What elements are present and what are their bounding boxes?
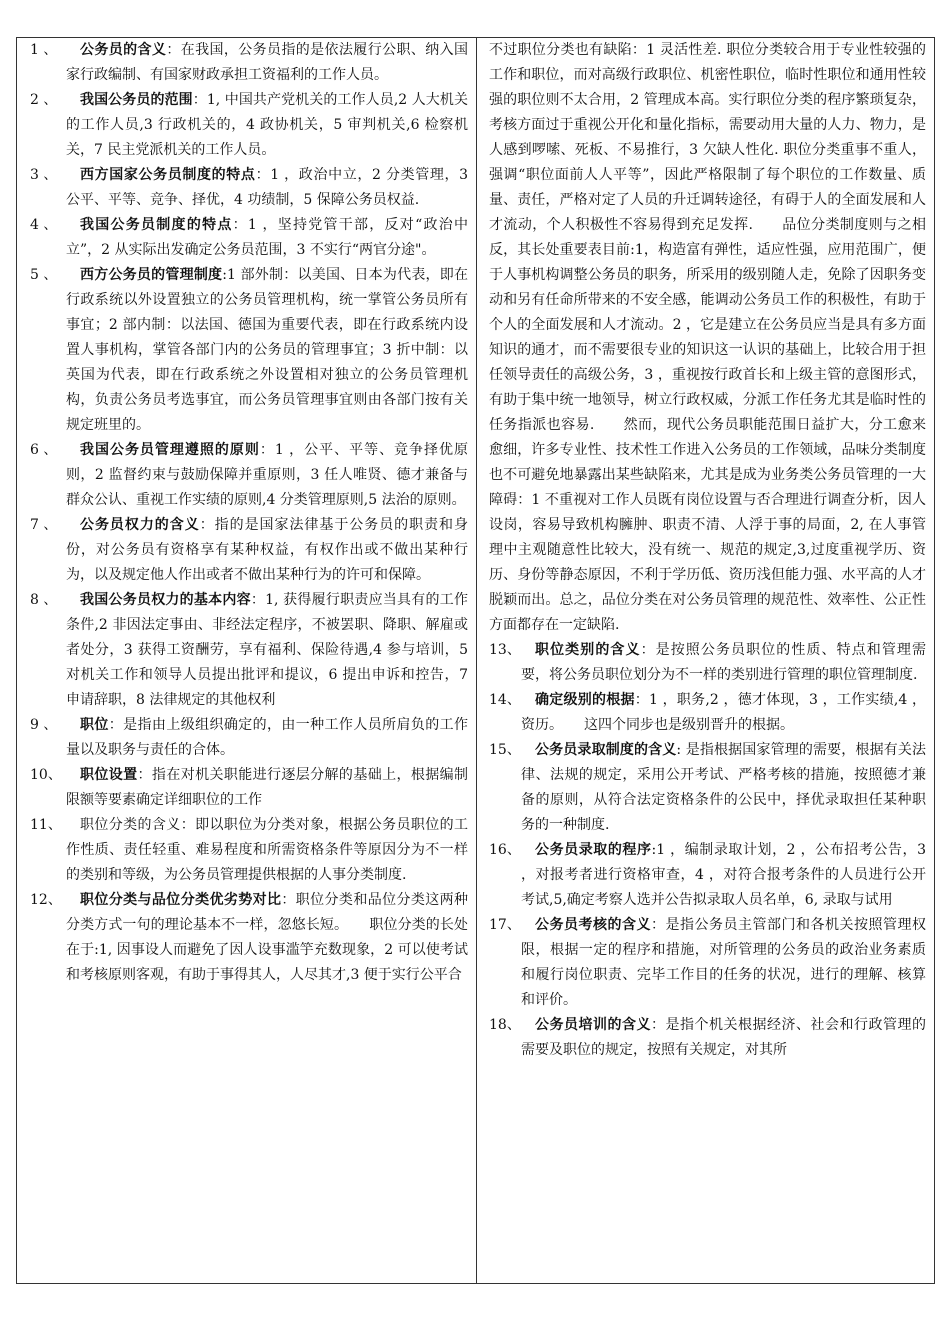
item-text: ：指的是国家法律基于公务员的职责和身份，对公务员有资格享有某种权益，有权作出或不做出某种行为，以及规定他人作出或者不做出某种行为的许可和保障。 — [66, 517, 469, 583]
list-item-5 — [30, 263, 468, 438]
list-item-18 — [489, 1013, 926, 1063]
item-text: ：1 ，坚持党管干部，反对“政治中立”，2 从实际出发确定公务员范围，3 不实行“两官分途"。 — [66, 217, 468, 258]
item-number: 15、 — [489, 742, 521, 758]
item-text: 职位分类的含义：即以职位为分类对象，根据公务员职位的工作性质、责任轻重、难易程度和所需资格条件等原因分为不一样的类别和等级，为公务员管理提供根据的人事分类制度. — [66, 817, 468, 883]
item-term: 公务员录取的程序 — [535, 842, 652, 858]
item-text: ：是指个机关根据经济、社会和行政管理的需要及职位的规定，按照有关规定，对其所 — [521, 1017, 926, 1058]
list-item-2 — [30, 88, 468, 163]
item-term: 西方国家公务员制度的特点 — [80, 167, 256, 183]
list-item-3 — [30, 163, 468, 213]
item-text: ：在我国，公务员指的是依法履行公职、纳入国家行政编制、有国家财政承担工资福利的工作人员。 — [66, 42, 469, 83]
item-text: : 是指根据国家管理的需要，根据有关法律、法规的规定，采用公开考试、严格考核的措施，按照德才兼备的原则，从符合法定资格条件的公民中，择优录取担任某种职务的一种制度. — [521, 742, 926, 833]
item-number: 1 、 — [30, 42, 58, 58]
item-number: 16、 — [489, 842, 521, 858]
item-term: 我国公务员管理遵照的原则 — [80, 442, 260, 458]
list-item-8 — [30, 588, 468, 713]
continuation-paragraph: 不过职位分类也有缺陷：1 灵活性差. 职位分类较合用于专业性较强的工作和职位，而对高级行政职位、机密性职位，临时性职位和通用性较强的职位则不太合用，2 管理成本高。实行职位分类的程序繁琐复杂，考核方面过于重视公开化和量化指标，需要动用大量的人力、物力，是人感到啰嗦、死板、不易推行，3 欠缺人性化. 职位分类重事不重人，强调“职位面前人人平等”，因此严格限制了每个职位的工作数量、质量、责任，严格对定了人员的升迁调转途径，有碍于人的全面发展和人才流动，个人积极性不容易得到充足发挥. 品位分类制度则与之相反，其长处重要表目前:1，构造富有弹性，适应性强，应用范围广，便于人事机构调整公务员的职务，所采用的级别随人走，免除了因职务变动和另有任命所带来的不安全感，能调动公务员工作的积极性，有助于个人的全面发展和人才流动。2 ，它是建立在公务员应当是具有多方面知识的通才，而不需要很专业的知识这一认识的基础上，比较合用于担任领导责任的高级公务，3 ，重视按行政首长和上级主管的意图形式，有助于集中统一地领导，树立行政权威，分派工作任务尤其是临时性的任务指派也容易. 然而，现代公务员职能范围日益扩大，分工愈来愈细，许多专业性、技术性工作进入公务员的工作领域，品味分类制度也不可避免地暴露出某些缺陷来，尤其是成为业务类公务员管理的一大障碍：1 不重视对工作人员既有岗位设置与否合理进行调查分析，因人设岗，容易导致机构臃肿、职责不清、人浮于事的局面，2, 在人事管理中主观随意性比较大，没有统一、规范的规定,3,过度重视学历、资历、身份等静态原因，不利于学历低、资历浅但能力强、水平高的人才脱颖而出。总之，品位分类在对公务员管理的规范性、效率性、公正性方面都存在一定缺陷. — [489, 42, 926, 633]
list-item-14 — [489, 688, 926, 738]
item-term: 职位设置 — [80, 767, 138, 783]
right-column — [477, 38, 934, 1283]
item-number: 14、 — [489, 692, 521, 708]
item-number: 13、 — [489, 642, 521, 658]
item-number: 9 、 — [30, 717, 58, 733]
item-number: 12、 — [30, 892, 62, 908]
item-text: ：职位分类和品位分类这两种分类方式一句的理论基本不一样，忽悠长短。 职位分类的长处在于:1, 因事设人而避免了因人设事滥竽充数现象，2 可以使考试和考核原则客观，有助于事得其人，人尽其才,3 便于实行公平合 — [66, 892, 469, 983]
item-term: 公务员培训的含义 — [535, 1017, 651, 1033]
item-term: 确定级别的根据 — [535, 692, 635, 708]
item-text: ：是按照公务员职位的性质、特点和管理需要，将公务员职位划分为不一样的类别进行管理的职位管理制度. — [521, 642, 927, 683]
item-number: 18、 — [489, 1017, 521, 1033]
item-term — [66, 817, 80, 833]
list-item-13 — [489, 638, 926, 688]
item-number: 5 、 — [30, 267, 58, 283]
left-column — [17, 38, 477, 1283]
item-number: 10、 — [30, 767, 62, 783]
list-item-15 — [489, 738, 926, 838]
item-term: 公务员录取制度的含义 — [535, 742, 677, 758]
item-text: :1 ，编制录取计划，2 ，公布招考公告，3 ，对报考者进行资格审查，4 ，对符合报考条件的人员进行公开考试,5,确定考察人选并公告拟录取人员名单，6, 录取与试用 — [521, 842, 927, 908]
item-term: 我国公务员权力的基本内容 — [80, 592, 251, 608]
item-text: ：1, 中国共产党机关的工作人员,2 人大机关的工作人员,3 行政机关的，4 政协机关，5 审判机关,6 检察机关，7 民主党派机关的工作人员。 — [66, 92, 468, 158]
list-item-11 — [30, 813, 468, 888]
item-number: 6 、 — [30, 442, 58, 458]
list-item-9 — [30, 713, 468, 763]
item-term: 职位 — [80, 717, 109, 733]
item-text: ：1 ，职务,2 ，德才体现，3 ，工作实绩,4 ，资历。 这四个同步也是级别晋升的根据。 — [521, 692, 926, 733]
item-term: 公务员的含义 — [80, 42, 167, 58]
item-text: ：指在对机关职能进行逐层分解的基础上，根据编制限额等要素确定详细职位的工作 — [66, 767, 469, 808]
item-term: 职位类别的含义 — [535, 642, 641, 658]
list-item-1 — [30, 38, 468, 88]
item-number: 8 、 — [30, 592, 58, 608]
item-number: 11、 — [30, 817, 62, 833]
item-number: 3 、 — [30, 167, 58, 183]
list-item-10 — [30, 763, 468, 813]
item-text: ：1, 获得履行职责应当具有的工作条件,2 非因法定事由、非经法定程序，不被罢职、降职、解雇或者处分，3 获得工资酬劳，享有福利、保险待遇,4 参与培训，5 对机关工作和领导人员提出批评和提议，6 提出申诉和控告，7 申请辞职，8 法律规定的其他权利 — [66, 592, 468, 708]
item-number: 2 、 — [30, 92, 58, 108]
item-text: ：是指公务员主管部门和各机关按照管理权限，根据一定的程序和措施，对所管理的公务员的政治业务素质和履行岗位职责、完毕工作目的任务的状况，进行的理解、核算和评价。 — [521, 917, 926, 1008]
item-term: 公务员权力的含义 — [80, 517, 200, 533]
list-item-16 — [489, 838, 926, 913]
item-term: 西方公务员的管理制度 — [80, 267, 223, 283]
item-number: 7 、 — [30, 517, 58, 533]
list-item-7 — [30, 513, 468, 588]
document-table — [16, 37, 935, 1284]
item-term: 我国公务员的范围 — [80, 92, 193, 108]
item-number: 4 、 — [30, 217, 58, 233]
item-text: ：是指由上级组织确定的，由一种工作人员所肩负的工作量以及职务与责任的合体。 — [66, 717, 469, 758]
item-term: 我国公务员制度的特点 — [80, 217, 233, 233]
item-text: ：1 ，政治中立，2 分类管理，3 公平、平等、竞争、择优，4 功绩制，5 保障公务员权益. — [66, 167, 469, 208]
list-item-12 — [30, 888, 468, 988]
list-item-17 — [489, 913, 926, 1013]
item-term: 公务员考核的含义 — [535, 917, 651, 933]
item-text: ：1 ，公平、平等、竞争择优原则，2 监督约束与鼓励保障并重原则，3 任人唯贤、德才兼备与群众公认、重视工作实绩的原则,4 分类管理原则,5 法治的原则。 — [66, 442, 468, 508]
item-term: 职位分类与品位分类优劣势对比 — [80, 892, 282, 908]
list-item-6 — [30, 438, 468, 513]
item-text: :1 部外制：以美国、日本为代表，即在行政系统以外设置独立的公务员管理机构，统一掌管公务员所有事宜；2 部内制：以法国、德国为重要代表，即在行政系统内设置人事机构，掌管各部门内的公务员的管理事宜；3 折中制：以英国为代表，即在行政系统之外设置相对独立的公务员管理机构，负责公务员考选事宜，而公务员管理事宜则由各部门按有关规定班里的。 — [66, 267, 468, 433]
list-item-4 — [30, 213, 468, 263]
item-number: 17、 — [489, 917, 521, 933]
